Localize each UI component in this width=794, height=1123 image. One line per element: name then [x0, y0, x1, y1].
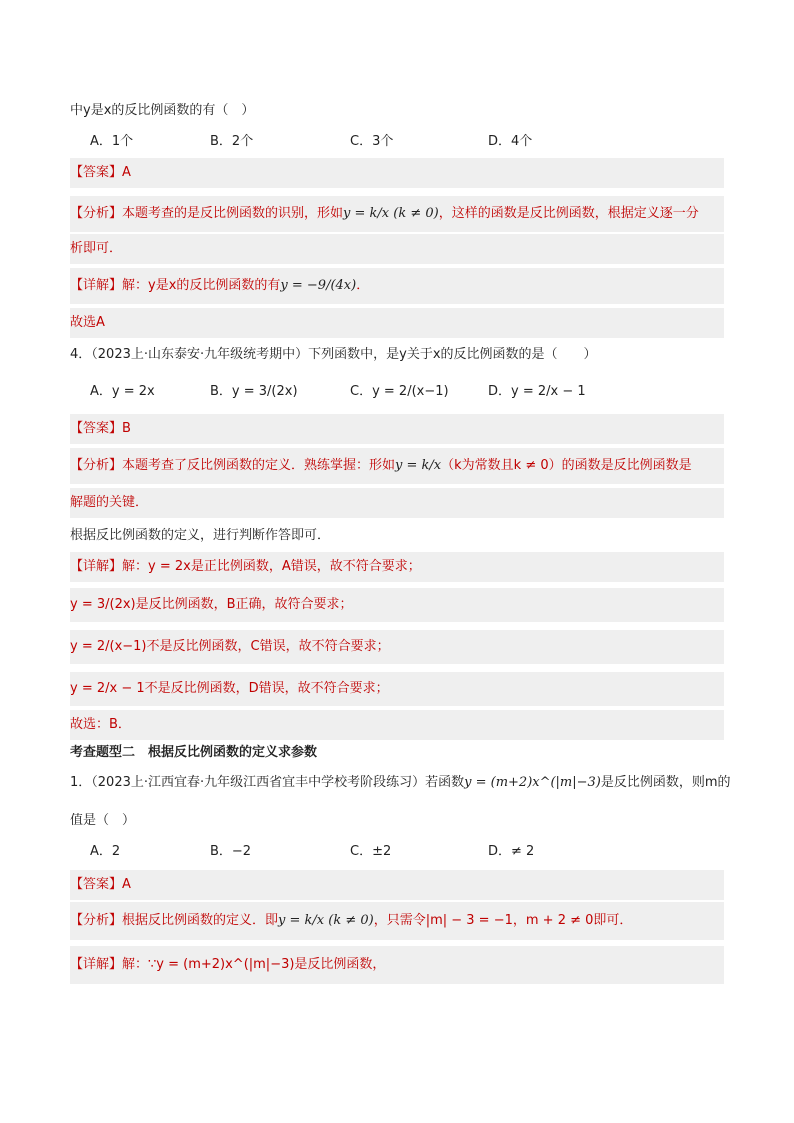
detail-line	[70, 588, 724, 622]
analysis-tag: 【分析】	[70, 458, 123, 473]
section-heading: 考查题型二 根据反比例函数的定义求参数	[70, 745, 318, 760]
analysis-text: ，这样的函数是反比例函数，根据定义逐一分	[438, 206, 699, 221]
analysis-text: 解题的关键．	[70, 495, 149, 510]
formula: y = −9/(4x)	[280, 278, 357, 293]
formula: y = (m+2)x^(|m|−3)	[464, 775, 601, 790]
answer-value: B	[122, 421, 131, 436]
option-c: C．±2	[350, 844, 392, 859]
option-c: C．3个	[350, 134, 394, 149]
detail-tag: 【详解】	[70, 957, 123, 972]
detail-text: 解：y是x的反比例函数的有	[122, 278, 281, 293]
answer-line	[70, 870, 724, 900]
detail-text: y = 2/x − 1不是反比例函数，D错误，故不符合要求；	[70, 681, 389, 696]
answer-tag: 【答案】	[70, 165, 123, 180]
conclusion-line	[70, 308, 724, 338]
detail-text: y = 2/(x−1)不是反比例函数，C错误，故不符合要求；	[70, 639, 390, 654]
detail-tag: 【详解】	[70, 278, 123, 293]
analysis-tag: 【分析】	[70, 913, 123, 928]
formula: y = k/x (k ≠ 0)	[343, 206, 439, 221]
analysis-text: 本题考查的是反比例函数的识别，形如	[122, 206, 344, 221]
answer-tag: 【答案】	[70, 421, 123, 436]
question-stem: 4．（2023上·山东泰安·九年级统考期中）下列函数中，是y关于x的反比例函数的是（ ）	[70, 347, 597, 362]
analysis-text: 根据反比例函数的定义．即	[122, 913, 279, 928]
option-d: D．y = 2/x − 1	[488, 384, 586, 399]
option-a: A．1个	[90, 134, 134, 149]
analysis-text: 析即可．	[70, 241, 123, 256]
detail-line	[70, 268, 724, 304]
analysis-tag: 【分析】	[70, 206, 123, 221]
detail-text: y = 3/(2x)是反比例函数，B正确，故符合要求；	[70, 597, 353, 612]
analysis-line	[70, 902, 724, 940]
option-b: B．2个	[210, 134, 254, 149]
formula: y = k/x (k ≠ 0)	[278, 913, 374, 928]
analysis-text: 本题考查了反比例函数的定义．熟练掌握：形如	[122, 458, 396, 473]
detail-tag: 【详解】	[70, 559, 123, 574]
option-d: D．4个	[488, 134, 533, 149]
answer-line	[70, 158, 724, 188]
conclusion-text: 故选A	[70, 315, 105, 330]
answer-value: A	[122, 877, 131, 892]
option-a: A．2	[90, 844, 121, 859]
question-stem	[70, 768, 731, 798]
analysis-text: ，只需令|m| − 3 = −1，m + 2 ≠ 0即可．	[373, 913, 633, 928]
answer-value: A	[122, 165, 131, 180]
detail-text: 解：y = 2x是正比例函数，A错误，故不符合要求；	[122, 559, 421, 574]
formula: y = k/x	[395, 458, 442, 473]
answer-line	[70, 414, 724, 444]
detail-line	[70, 672, 724, 706]
question-stem: 中y是x的反比例函数的有（ ）	[70, 103, 255, 118]
detail-text: ．	[356, 278, 370, 293]
analysis-line-cont	[70, 488, 724, 518]
conclusion-line	[70, 710, 724, 740]
detail-line	[70, 552, 724, 582]
option-row	[70, 380, 724, 404]
answer-tag: 【答案】	[70, 877, 123, 892]
detail-line	[70, 630, 724, 664]
stem-text: 是反比例函数，则m的	[600, 775, 731, 790]
option-d: D．≠ 2	[488, 844, 535, 859]
conclusion-text: 故选：B．	[70, 717, 131, 732]
stem-text: 1．（2023上·江西宜春·九年级江西省宜丰中学校考阶段练习）若函数	[70, 775, 465, 790]
detail-text: 解：∵y = (m+2)x^(|m|−3)是反比例函数，	[122, 957, 386, 972]
analysis-text: （k为常数且k ≠ 0）的函数是反比例函数是	[441, 458, 692, 473]
analysis-line	[70, 448, 724, 484]
analysis-line	[70, 196, 724, 232]
analysis-line-cont	[70, 234, 724, 264]
detail-line	[70, 946, 724, 984]
option-a: A．y = 2x	[90, 384, 155, 399]
option-row	[70, 130, 724, 154]
option-b: B．y = 3/(2x)	[210, 384, 298, 399]
option-b: B．−2	[210, 844, 252, 859]
option-c: C．y = 2/(x−1)	[350, 384, 449, 399]
analysis-method: 根据反比例函数的定义，进行判断作答即可．	[70, 528, 331, 543]
option-row	[70, 840, 724, 864]
question-stem-cont: 值是（ ）	[70, 813, 136, 828]
